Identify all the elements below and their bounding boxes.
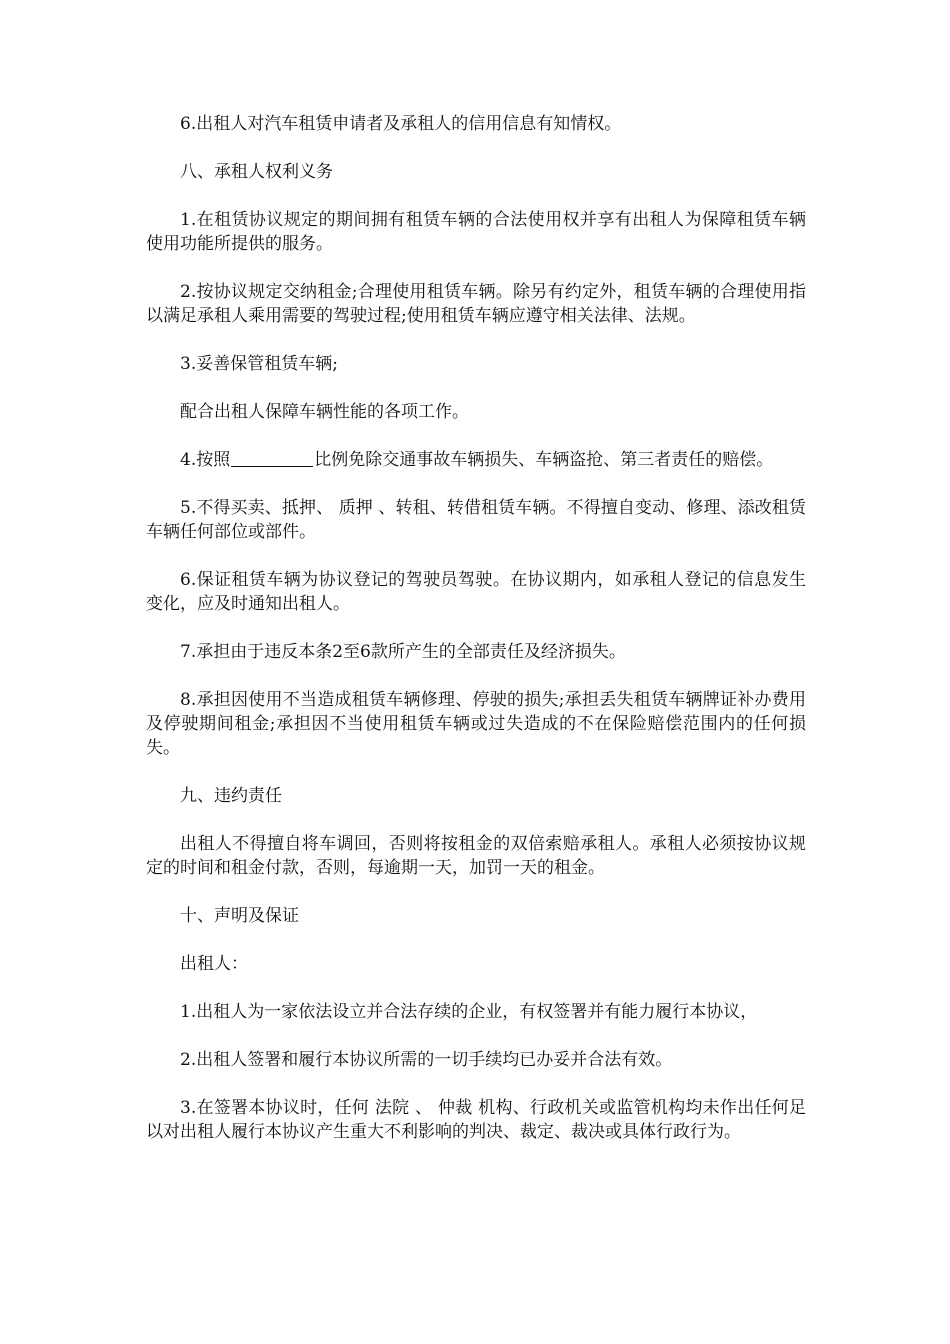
paragraph-lessee-right-1: 1.在租赁协议规定的期间拥有租赁车辆的合法使用权并享有出租人为保障租赁车辆使用功能所提供的服务。: [146, 210, 806, 254]
paragraph-cooperate: 配合出租人保障车辆性能的各项工作。: [180, 402, 469, 422]
paragraph-lessee-right-5: 5.不得买卖、抵押、 质押 、转租、转借租赁车辆。不得擅自变动、修理、添改租赁车辆任何部位或部件。: [146, 498, 806, 542]
paragraph-lessee-right-3: 3.妥善保管租赁车辆;: [180, 354, 338, 374]
paragraph-4-before: 4.按照: [180, 450, 231, 470]
paragraph-declaration-1: 1.出租人为一家依法设立并合法存续的企业，有权签署并有能力履行本协议，: [180, 1002, 758, 1022]
paragraph-declaration-2: 2.出租人签署和履行本协议所需的一切手续均已办妥并合法有效。: [180, 1050, 673, 1070]
document-body: [146, 112, 806, 1168]
paragraph-lessor-credit-right: 6.出租人对汽车租赁申请者及承租人的信用信息有知情权。: [180, 114, 622, 134]
paragraph-breach: 出租人不得擅自将车调回，否则将按租金的双倍索赔承租人。承租人必须按协议规定的时间和租金付款，否则，每逾期一天，加罚一天的租金。: [146, 834, 806, 878]
paragraph-lessee-right-8: 8.承担因使用不当造成租赁车辆修理、停驶的损失;承担丢失租赁车辆牌证补办费用及停驶期间租金;承担因不当使用租赁车辆或过失造成的不在保险赔偿范围内的任何损失。: [146, 690, 806, 758]
section-heading-breach: 九、违约责任: [180, 786, 282, 806]
paragraph-declaration-3: 3.在签署本协议时，任何 法院 、 仲裁 机构、行政机关或监管机构均未作出任何足以对出租人履行本协议产生重大不利影响的判决、裁定、裁决或具体行政行为。: [146, 1098, 806, 1142]
paragraph-lessee-right-4: [146, 448, 806, 472]
section-heading-lessee-rights: 八、承租人权利义务: [180, 162, 333, 182]
paragraph-lessor-label: 出租人：: [180, 954, 248, 974]
section-heading-declarations: 十、声明及保证: [180, 906, 299, 926]
fill-in-blank: [231, 450, 313, 467]
paragraph-4-after: 比例免除交通事故车辆损失、车辆盗抢、第三者责任的赔偿。: [314, 450, 774, 470]
paragraph-lessee-right-6: 6.保证租赁车辆为协议登记的驾驶员驾驶。在协议期内，如承租人登记的信息发生变化，应及时通知出租人。: [146, 570, 806, 614]
paragraph-lessee-right-2: 2.按协议规定交纳租金;合理使用租赁车辆。除另有约定外，租赁车辆的合理使用指以满足承租人乘用需要的驾驶过程;使用租赁车辆应遵守相关法律、法规。: [146, 282, 806, 326]
paragraph-lessee-right-7: 7.承担由于违反本条2至6款所产生的全部责任及经济损失。: [180, 642, 626, 662]
